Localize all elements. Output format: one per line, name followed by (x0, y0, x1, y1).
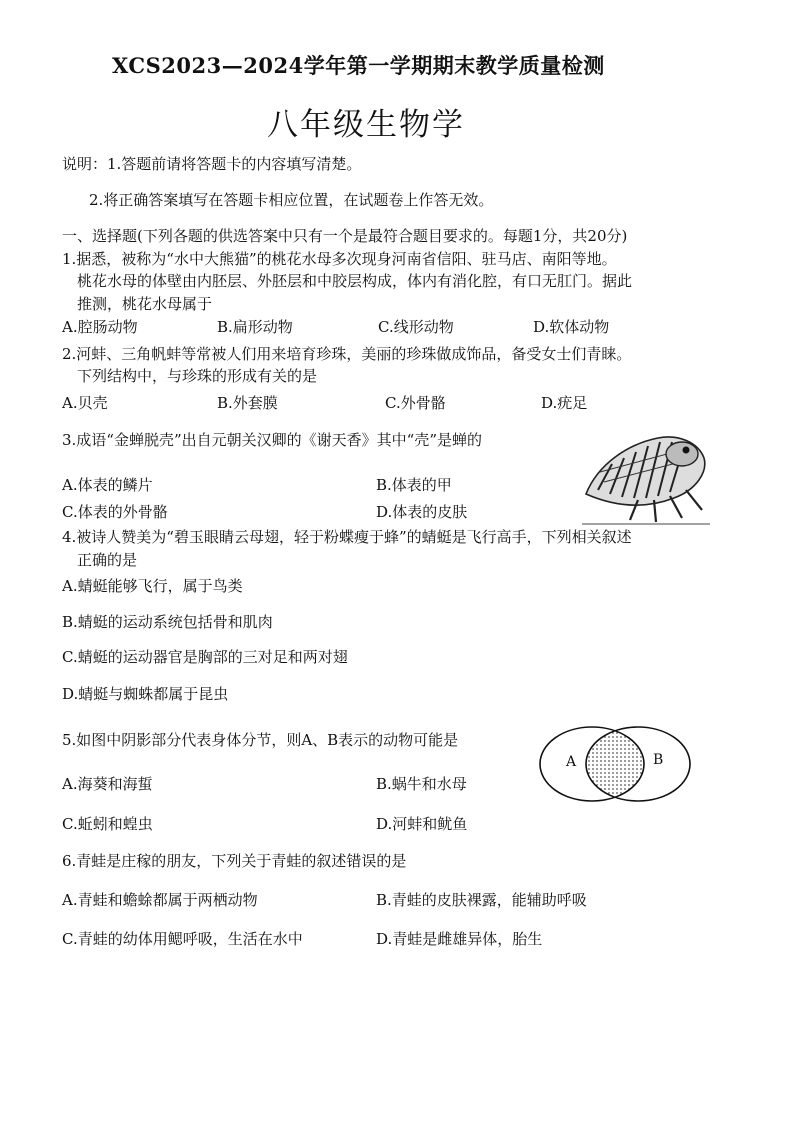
q4-stem-line1: 4.被诗人赞美为“碧玉眼睛云母翅，轻于粉蝶瘦于蜂”的蜻蜓是飞行高手，下列相关叙述 (62, 528, 632, 546)
q1-option-c[interactable]: C.线形动物 (378, 318, 454, 336)
exam-title: XCS2023—2024学年第一学期期末教学质量检测 (112, 53, 605, 78)
q5-option-c[interactable]: C.蚯蚓和蝗虫 (62, 815, 153, 833)
q5-option-b[interactable]: B.蜗牛和水母 (376, 775, 467, 793)
q6-stem-line1: 6.青蛙是庄稼的朋友，下列关于青蛙的叙述错误的是 (62, 852, 407, 870)
q2-option-d[interactable]: D.疣足 (541, 394, 588, 412)
venn-label-b: B (653, 752, 664, 768)
q4-option-a[interactable]: A.蜻蜓能够飞行，属于鸟类 (62, 577, 243, 595)
q1-option-b[interactable]: B.扁形动物 (217, 318, 293, 336)
q5-option-a[interactable]: A.海葵和海蜇 (62, 775, 153, 793)
q4-stem-line2: 正确的是 (77, 551, 138, 569)
q6-option-c[interactable]: C.青蛙的幼体用鳃呼吸，生活在水中 (62, 930, 303, 948)
q4-option-b[interactable]: B.蜻蜓的运动系统包括骨和肌肉 (62, 613, 273, 631)
q4-option-c[interactable]: C.蜻蜓的运动器官是胸部的三对足和两对翅 (62, 648, 348, 666)
q2-option-a[interactable]: A.贝壳 (62, 394, 108, 412)
section-heading: 一、选择题(下列各题的供选答案中只有一个是最符合题目要求的。每题1分，共20分) (62, 227, 628, 245)
cicada-shell-illustration (578, 424, 714, 526)
q6-option-d[interactable]: D.青蛙是雌雄异体，胎生 (376, 930, 543, 948)
q5-option-d[interactable]: D.河蚌和鱿鱼 (376, 815, 468, 833)
q3-stem-line1: 3.成语“金蝉脱壳”出自元朝关汉卿的《谢天香》其中“壳”是蝉的 (62, 431, 482, 449)
q2-stem-line1: 2.河蚌、三角帆蚌等常被人们用来培育珍珠，美丽的珍珠做成饰品，备受女士们青睐。 (62, 345, 632, 363)
q6-option-b[interactable]: B.青蛙的皮肤裸露，能辅助呼吸 (376, 891, 587, 909)
q4-option-d[interactable]: D.蜻蜓与蜘蛛都属于昆虫 (62, 685, 229, 703)
q3-option-b[interactable]: B.体表的甲 (376, 476, 452, 494)
q5-stem-line1: 5.如图中阴影部分代表身体分节，则A、B表示的动物可能是 (62, 731, 459, 749)
instruction-1: 说明：1.答题前请将答题卡的内容填写清楚。 (62, 155, 362, 173)
q3-option-a[interactable]: A.体表的鳞片 (62, 476, 153, 494)
q1-stem-line3: 推测，桃花水母属于 (77, 295, 213, 313)
q6-option-a[interactable]: A.青蛙和蟾蜍都属于两栖动物 (62, 891, 258, 909)
venn-diagram (535, 723, 695, 805)
subject-title: 八年级生物学 (267, 107, 465, 143)
q2-option-b[interactable]: B.外套膜 (217, 394, 278, 412)
q1-option-d[interactable]: D.软体动物 (533, 318, 610, 336)
q2-option-c[interactable]: C.外骨骼 (385, 394, 446, 412)
q3-option-d[interactable]: D.体表的皮肤 (376, 503, 468, 521)
instruction-2: 2.将正确答案填写在答题卡相应位置，在试题卷上作答无效。 (89, 191, 494, 209)
q2-stem-line2: 下列结构中，与珍珠的形成有关的是 (77, 367, 318, 385)
q1-stem-line1: 1.据悉，被称为“水中大熊猫”的桃花水母多次现身河南省信阳、驻马店、南阳等地。 (62, 250, 617, 268)
q3-option-c[interactable]: C.体表的外骨骼 (62, 503, 168, 521)
q1-option-a[interactable]: A.腔肠动物 (62, 318, 138, 336)
venn-label-a: A (566, 754, 577, 770)
q1-stem-line2: 桃花水母的体壁由内胚层、外胚层和中胶层构成，体内有消化腔，有口无肛门。据此 (77, 272, 633, 290)
